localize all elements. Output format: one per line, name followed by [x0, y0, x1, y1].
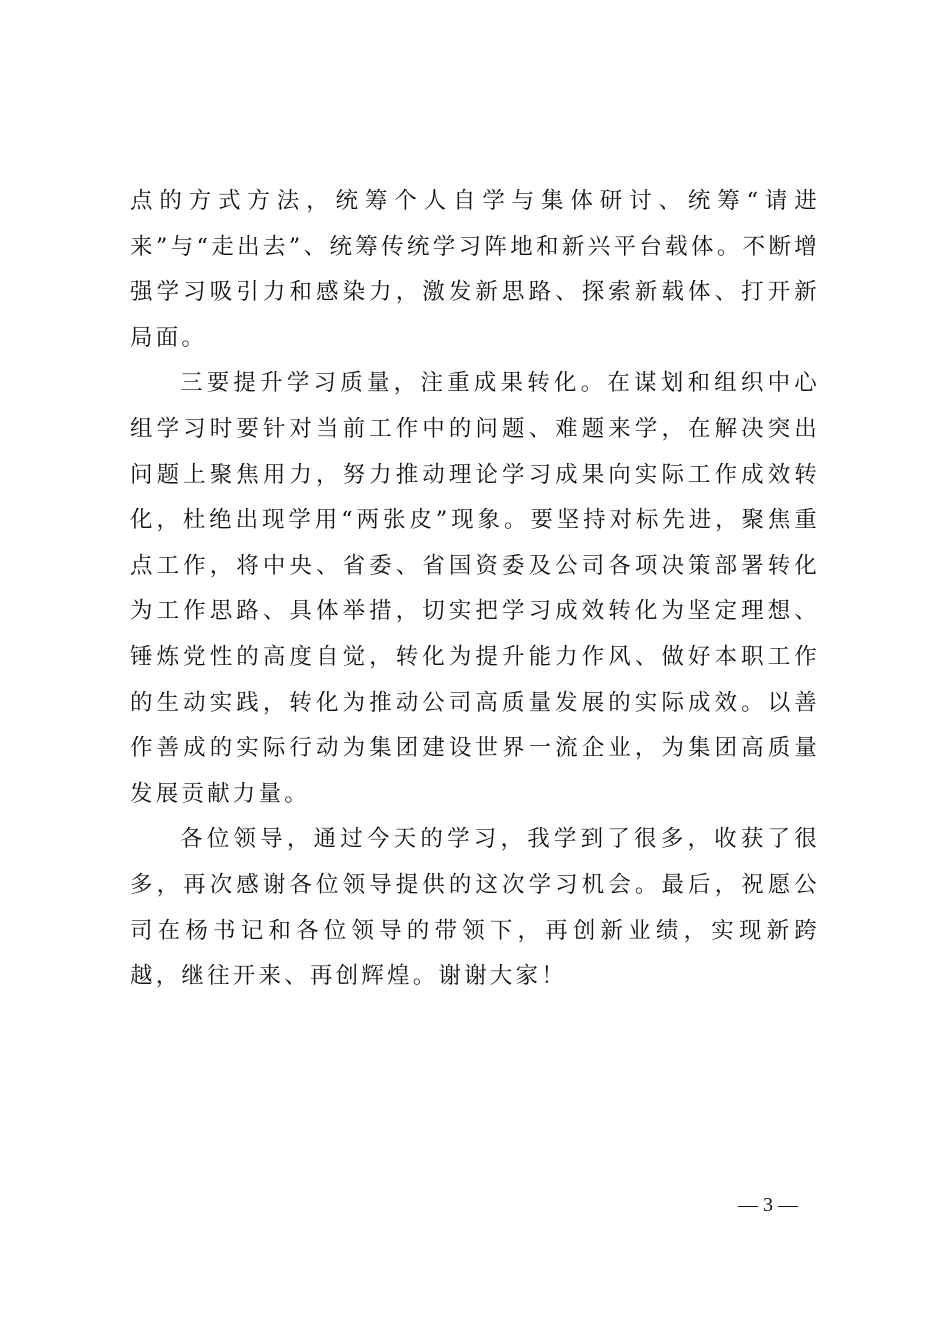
paragraph-continuation: 点的方式方法，统筹个人自学与集体研讨、统筹“请进来”与“走出去”、统筹传统学习阵地和新兴平台载体。不断增强学习吸引力和感染力，激发新思路、探索新载体、打开新局面。: [130, 188, 820, 351]
page-number: — 3 —: [738, 1194, 798, 1216]
document-body: [130, 179, 820, 1000]
paragraph-point-three: 三要提升学习质量，注重成果转化。在谋划和组织中心组学习时要针对当前工作中的问题、难题来学，在解决突出问题上聚焦用力，努力推动理论学习成果向实际工作成效转化，杜绝出现学用“两张皮”现象。要坚持对标先进，聚焦重点工作，将中央、省委、省国资委及公司各项决策部署转化为工作思路、具体举措，切实把学习成效转化为坚定理想、锤炼党性的高度自觉，转化为提升能力作风、做好本职工作的生动实践，转化为推动公司高质量发展的实际成效。以善作善成的实际行动为集团建设世界一流企业，为集团高质量发展贡献力量。: [130, 370, 820, 807]
paragraph-closing: 各位领导，通过今天的学习，我学到了很多，收获了很多，再次感谢各位领导提供的这次学习机会。最后，祝愿公司在杨书记和各位领导的带领下，再创新业绩，实现新跨越，继往开来、再创辉煌。谢谢大家！: [130, 826, 820, 990]
